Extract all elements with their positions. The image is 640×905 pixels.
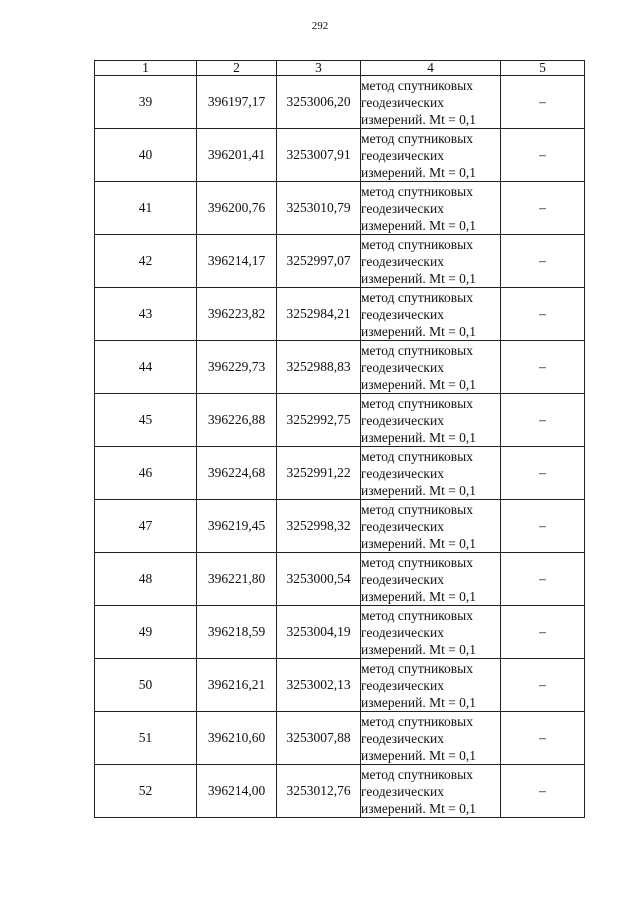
table-row <box>95 182 585 235</box>
coordinates-table <box>94 60 585 818</box>
method-line: метод спутниковых <box>361 342 473 358</box>
point-number-cell: 44 <box>95 341 197 394</box>
x-coordinate-cell: 396221,80 <box>197 553 277 606</box>
method-line: измерений. Mt = 0,1 <box>361 694 477 710</box>
method-cell <box>361 182 501 235</box>
page-number: 292 <box>311 20 329 32</box>
point-number-cell: 46 <box>95 447 197 500</box>
note-cell: – <box>501 553 585 606</box>
table-header-row <box>95 61 585 76</box>
method-cell <box>361 129 501 182</box>
y-coordinate-cell: 3252997,07 <box>277 235 361 288</box>
method-cell <box>361 659 501 712</box>
note-cell: – <box>501 394 585 447</box>
table-row <box>95 235 585 288</box>
method-line: геодезических <box>361 571 444 587</box>
method-cell <box>361 500 501 553</box>
method-line: геодезических <box>361 783 444 799</box>
table-row <box>95 447 585 500</box>
method-line: геодезических <box>361 306 444 322</box>
table-row <box>95 553 585 606</box>
x-coordinate-cell: 396197,17 <box>197 76 277 129</box>
method-line: измерений. Mt = 0,1 <box>361 164 477 180</box>
x-coordinate-cell: 396226,88 <box>197 394 277 447</box>
y-coordinate-cell: 3253010,79 <box>277 182 361 235</box>
method-line: метод спутниковых <box>361 289 473 305</box>
x-coordinate-cell: 396210,60 <box>197 712 277 765</box>
x-coordinate-cell: 396219,45 <box>197 500 277 553</box>
method-cell <box>361 394 501 447</box>
method-line: геодезических <box>361 412 444 428</box>
y-coordinate-cell: 3253007,88 <box>277 712 361 765</box>
table-row <box>95 76 585 129</box>
point-number-cell: 47 <box>95 500 197 553</box>
y-coordinate-cell: 3253000,54 <box>277 553 361 606</box>
table-row <box>95 765 585 818</box>
y-coordinate-cell: 3253002,13 <box>277 659 361 712</box>
note-cell: – <box>501 659 585 712</box>
y-coordinate-cell: 3252988,83 <box>277 341 361 394</box>
point-number-cell: 48 <box>95 553 197 606</box>
method-line: геодезических <box>361 200 444 216</box>
x-coordinate-cell: 396218,59 <box>197 606 277 659</box>
x-coordinate-cell: 396229,73 <box>197 341 277 394</box>
table-row <box>95 606 585 659</box>
method-line: геодезических <box>361 518 444 534</box>
y-coordinate-cell: 3253007,91 <box>277 129 361 182</box>
point-number-cell: 50 <box>95 659 197 712</box>
column-header-4: 4 <box>361 61 501 76</box>
table-row <box>95 341 585 394</box>
note-cell: – <box>501 235 585 288</box>
y-coordinate-cell: 3252992,75 <box>277 394 361 447</box>
method-line: метод спутниковых <box>361 554 473 570</box>
x-coordinate-cell: 396224,68 <box>197 447 277 500</box>
column-header-1: 1 <box>95 61 197 76</box>
note-cell: – <box>501 606 585 659</box>
method-line: измерений. Mt = 0,1 <box>361 641 477 657</box>
method-line: измерений. Mt = 0,1 <box>361 111 477 127</box>
table-row <box>95 288 585 341</box>
point-number-cell: 42 <box>95 235 197 288</box>
method-line: измерений. Mt = 0,1 <box>361 747 477 763</box>
method-line: метод спутниковых <box>361 448 473 464</box>
method-line: метод спутниковых <box>361 183 473 199</box>
x-coordinate-cell: 396201,41 <box>197 129 277 182</box>
column-header-2: 2 <box>197 61 277 76</box>
y-coordinate-cell: 3252991,22 <box>277 447 361 500</box>
method-line: метод спутниковых <box>361 236 473 252</box>
method-line: геодезических <box>361 465 444 481</box>
method-line: измерений. Mt = 0,1 <box>361 535 477 551</box>
method-line: измерений. Mt = 0,1 <box>361 270 477 286</box>
method-line: метод спутниковых <box>361 395 473 411</box>
method-cell <box>361 712 501 765</box>
note-cell: – <box>501 447 585 500</box>
x-coordinate-cell: 396214,17 <box>197 235 277 288</box>
method-line: измерений. Mt = 0,1 <box>361 482 477 498</box>
method-line: геодезических <box>361 624 444 640</box>
method-cell <box>361 765 501 818</box>
y-coordinate-cell: 3253006,20 <box>277 76 361 129</box>
method-line: метод спутниковых <box>361 713 473 729</box>
method-line: метод спутниковых <box>361 766 473 782</box>
method-cell <box>361 288 501 341</box>
method-cell <box>361 76 501 129</box>
y-coordinate-cell: 3252984,21 <box>277 288 361 341</box>
note-cell: – <box>501 76 585 129</box>
y-coordinate-cell: 3252998,32 <box>277 500 361 553</box>
point-number-cell: 51 <box>95 712 197 765</box>
note-cell: – <box>501 182 585 235</box>
point-number-cell: 45 <box>95 394 197 447</box>
method-line: метод спутниковых <box>361 607 473 623</box>
method-line: измерений. Mt = 0,1 <box>361 217 477 233</box>
method-line: геодезических <box>361 147 444 163</box>
x-coordinate-cell: 396200,76 <box>197 182 277 235</box>
point-number-cell: 49 <box>95 606 197 659</box>
note-cell: – <box>501 129 585 182</box>
method-line: метод спутниковых <box>361 660 473 676</box>
method-cell <box>361 235 501 288</box>
y-coordinate-cell: 3253004,19 <box>277 606 361 659</box>
table-row <box>95 659 585 712</box>
table-row <box>95 129 585 182</box>
note-cell: – <box>501 765 585 818</box>
point-number-cell: 40 <box>95 129 197 182</box>
column-header-3: 3 <box>277 61 361 76</box>
note-cell: – <box>501 288 585 341</box>
table-row <box>95 500 585 553</box>
x-coordinate-cell: 396214,00 <box>197 765 277 818</box>
method-line: геодезических <box>361 677 444 693</box>
method-line: метод спутниковых <box>361 501 473 517</box>
y-coordinate-cell: 3253012,76 <box>277 765 361 818</box>
note-cell: – <box>501 341 585 394</box>
method-cell <box>361 447 501 500</box>
point-number-cell: 52 <box>95 765 197 818</box>
note-cell: – <box>501 712 585 765</box>
method-line: измерений. Mt = 0,1 <box>361 800 477 816</box>
method-cell <box>361 341 501 394</box>
method-cell <box>361 553 501 606</box>
method-line: геодезических <box>361 94 444 110</box>
method-cell <box>361 606 501 659</box>
method-line: геодезических <box>361 359 444 375</box>
point-number-cell: 39 <box>95 76 197 129</box>
point-number-cell: 43 <box>95 288 197 341</box>
method-line: измерений. Mt = 0,1 <box>361 429 477 445</box>
note-cell: – <box>501 500 585 553</box>
method-line: метод спутниковых <box>361 77 473 93</box>
table-row <box>95 394 585 447</box>
x-coordinate-cell: 396223,82 <box>197 288 277 341</box>
method-line: измерений. Mt = 0,1 <box>361 588 477 604</box>
method-line: метод спутниковых <box>361 130 473 146</box>
x-coordinate-cell: 396216,21 <box>197 659 277 712</box>
point-number-cell: 41 <box>95 182 197 235</box>
method-line: геодезических <box>361 730 444 746</box>
method-line: геодезических <box>361 253 444 269</box>
column-header-5: 5 <box>501 61 585 76</box>
method-line: измерений. Mt = 0,1 <box>361 376 477 392</box>
table-row <box>95 712 585 765</box>
method-line: измерений. Mt = 0,1 <box>361 323 477 339</box>
